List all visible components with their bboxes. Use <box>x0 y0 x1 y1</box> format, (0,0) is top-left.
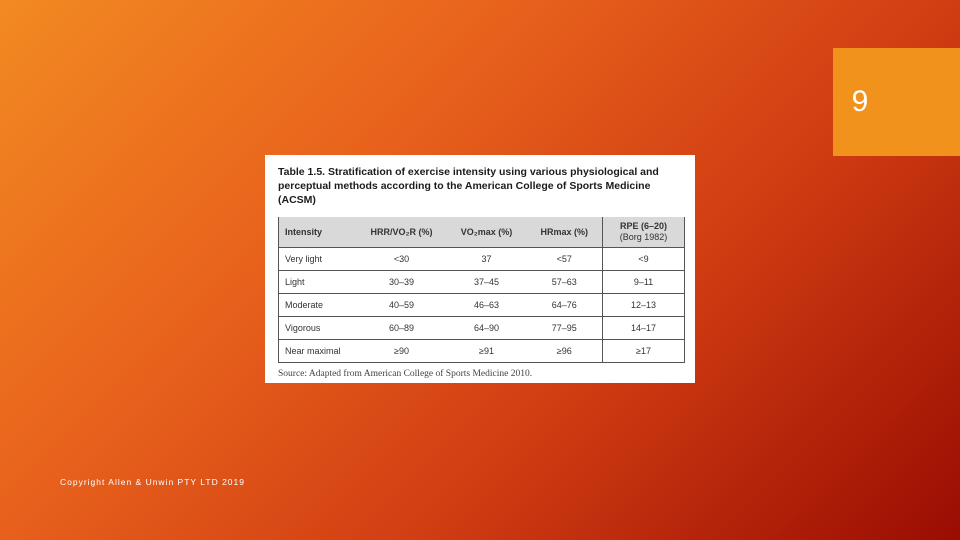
cell-intensity: Vigorous <box>279 317 357 340</box>
cell-hrmax: ≥96 <box>527 340 603 363</box>
cell-rpe: 9–11 <box>603 271 685 294</box>
table-source-note: Source: Adapted from American College of Sports Medicine 2010. <box>278 369 533 379</box>
cell-hrr: 30–39 <box>357 271 447 294</box>
cell-vo2max: 46–63 <box>447 294 527 317</box>
cell-vo2max: 37 <box>447 248 527 271</box>
table-row <box>279 248 685 271</box>
intensity-table <box>278 217 685 363</box>
header-rpe <box>603 217 685 248</box>
table-header-row <box>279 217 685 248</box>
cell-hrmax: 77–95 <box>527 317 603 340</box>
table-row <box>279 340 685 363</box>
cell-intensity: Light <box>279 271 357 294</box>
cell-intensity: Very light <box>279 248 357 271</box>
cell-hrmax: 64–76 <box>527 294 603 317</box>
cell-intensity: Near maximal <box>279 340 357 363</box>
cell-vo2max: ≥91 <box>447 340 527 363</box>
header-hrmax: HRmax (%) <box>527 217 603 248</box>
table-image <box>265 155 695 383</box>
cell-rpe: 12–13 <box>603 294 685 317</box>
cell-hrr: 60–89 <box>357 317 447 340</box>
cell-vo2max: 37–45 <box>447 271 527 294</box>
header-rpe-reference: (Borg 1982) <box>619 232 668 242</box>
header-intensity: Intensity <box>279 217 357 248</box>
cell-hrr: ≥90 <box>357 340 447 363</box>
cell-rpe: ≥17 <box>603 340 685 363</box>
cell-hrr: 40–59 <box>357 294 447 317</box>
page-number: 9 <box>851 85 869 118</box>
cell-hrr: <30 <box>357 248 447 271</box>
cell-vo2max: 64–90 <box>447 317 527 340</box>
copyright-footer: Copyright Allen & Unwin PTY LTD 2019 <box>60 477 245 487</box>
table-row <box>279 294 685 317</box>
header-hrr: HRR/VO₂R (%) <box>357 217 447 248</box>
cell-hrmax: <57 <box>527 248 603 271</box>
table-row <box>279 271 685 294</box>
cell-hrmax: 57–63 <box>527 271 603 294</box>
header-rpe-label: RPE (6–20) <box>619 221 668 231</box>
cell-rpe: <9 <box>603 248 685 271</box>
cell-rpe: 14–17 <box>603 317 685 340</box>
header-vo2max: VO₂max (%) <box>447 217 527 248</box>
table-title: Table 1.5. Stratification of exercise intensity using various physiological and perceptual methods according to the American College of Sports Medicine (ACSM) <box>278 166 659 206</box>
cell-intensity: Moderate <box>279 294 357 317</box>
table-row <box>279 317 685 340</box>
